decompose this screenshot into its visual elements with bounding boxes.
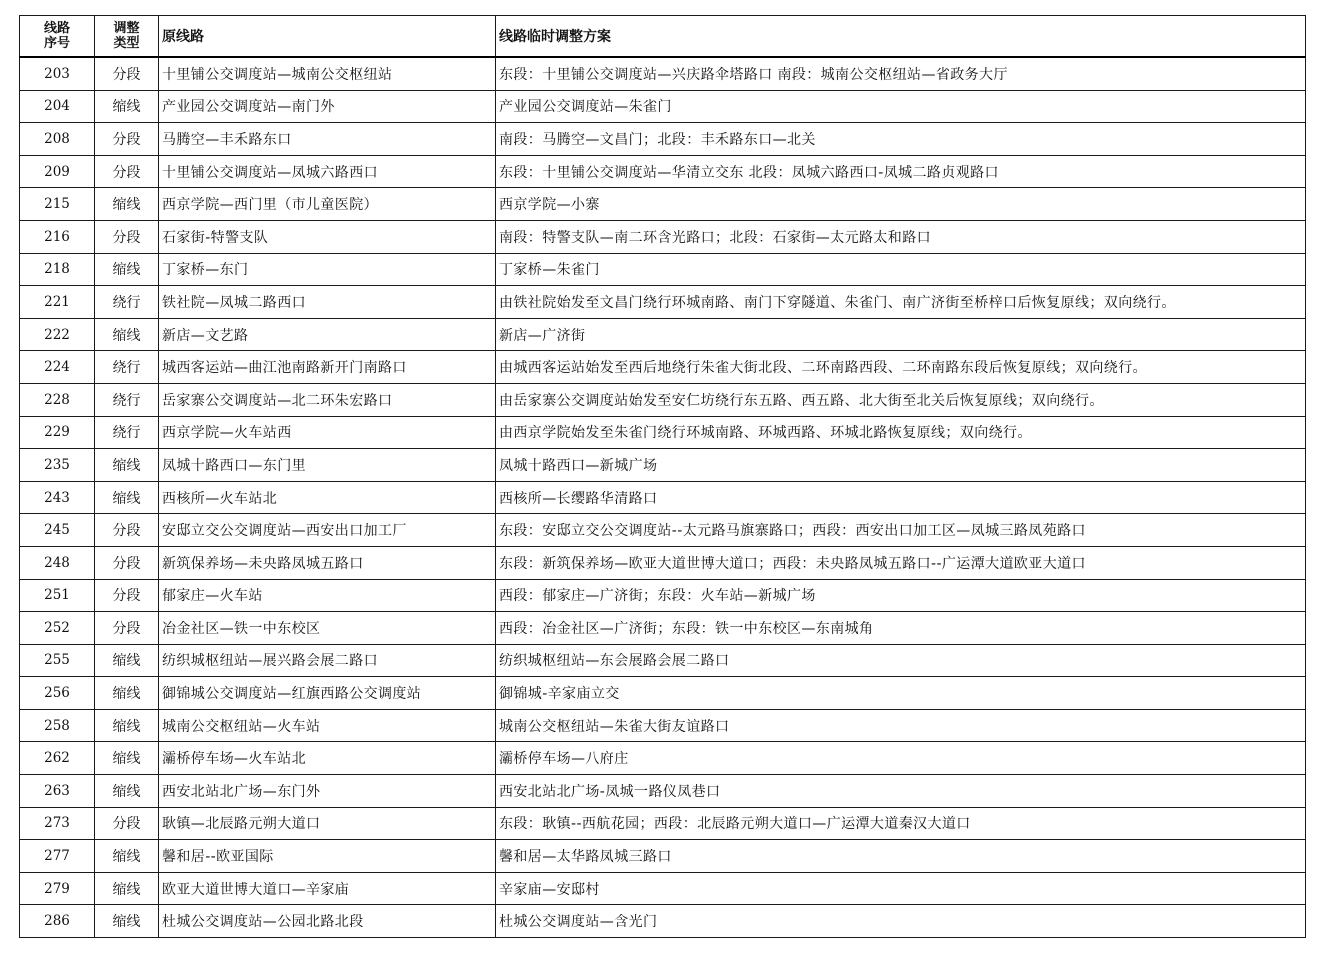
temporary-plan-cell: 纺织城枢纽站—东会展路会展二路口 <box>496 644 1306 677</box>
original-route-cell: 安邸立交公交调度站—西安出口加工厂 <box>159 514 496 547</box>
adjust-type-cell: 分段 <box>95 123 159 156</box>
original-route-cell: 十里铺公交调度站—城南公交枢纽站 <box>159 57 496 90</box>
temporary-plan-cell: 东段：安邸立交公交调度站--太元路马旗寨路口；西段：西安出口加工区—凤城三路凤苑路口 <box>496 514 1306 547</box>
table-row <box>20 872 1306 905</box>
adjust-type-cell: 缩线 <box>95 905 159 938</box>
line-number-cell: 251 <box>20 579 95 612</box>
original-route-cell: 御锦城公交调度站—红旗西路公交调度站 <box>159 677 496 710</box>
line-number-cell: 209 <box>20 155 95 188</box>
original-route-cell: 灞桥停车场—火车站北 <box>159 742 496 775</box>
original-route-cell: 城南公交枢纽站—火车站 <box>159 709 496 742</box>
original-route-cell: 新店—文艺路 <box>159 318 496 351</box>
temporary-plan-cell: 由岳家寨公交调度站始发至安仁坊绕行东五路、西五路、北大街至北关后恢复原线；双向绕行。 <box>496 383 1306 416</box>
line-number-cell: 279 <box>20 872 95 905</box>
table-row <box>20 449 1306 482</box>
temporary-plan-cell: 馨和居—太华路凤城三路口 <box>496 840 1306 873</box>
table-row <box>20 318 1306 351</box>
table-row <box>20 286 1306 319</box>
table-row <box>20 905 1306 938</box>
table-row <box>20 481 1306 514</box>
line-number-cell: 222 <box>20 318 95 351</box>
line-number-cell: 221 <box>20 286 95 319</box>
line-number-cell: 204 <box>20 90 95 123</box>
temporary-plan-cell: 由城西客运站始发至西后地绕行朱雀大街北段、二环南路西段、二环南路东段后恢复原线；双向绕行。 <box>496 351 1306 384</box>
table-row <box>20 677 1306 710</box>
adjust-type-cell: 缩线 <box>95 90 159 123</box>
table-row <box>20 155 1306 188</box>
table-row <box>20 416 1306 449</box>
line-number-cell: 216 <box>20 220 95 253</box>
original-route-cell: 铁社院—凤城二路西口 <box>159 286 496 319</box>
table-header <box>20 16 1306 58</box>
adjust-type-cell: 缩线 <box>95 677 159 710</box>
table-row <box>20 546 1306 579</box>
header-original-route: 原线路 <box>159 16 496 58</box>
line-number-cell: 218 <box>20 253 95 286</box>
temporary-plan-cell: 御锦城-辛家庙立交 <box>496 677 1306 710</box>
line-number-cell: 215 <box>20 188 95 221</box>
adjust-type-cell: 缩线 <box>95 318 159 351</box>
adjust-type-cell: 缩线 <box>95 840 159 873</box>
original-route-cell: 馨和居--欧亚国际 <box>159 840 496 873</box>
line-number-cell: 229 <box>20 416 95 449</box>
adjust-type-cell: 缩线 <box>95 644 159 677</box>
adjust-type-cell: 缩线 <box>95 742 159 775</box>
adjust-type-cell: 缩线 <box>95 775 159 808</box>
line-number-cell: 255 <box>20 644 95 677</box>
table-row <box>20 57 1306 90</box>
adjust-type-cell: 分段 <box>95 514 159 547</box>
header-row <box>20 16 1306 58</box>
line-number-cell: 273 <box>20 807 95 840</box>
table-row <box>20 90 1306 123</box>
temporary-plan-cell: 西段：冶金社区—广济街；东段：铁一中东校区—东南城角 <box>496 612 1306 645</box>
table-row <box>20 807 1306 840</box>
original-route-cell: 十里铺公交调度站—凤城六路西口 <box>159 155 496 188</box>
line-number-cell: 228 <box>20 383 95 416</box>
temporary-plan-cell: 西安北站北广场-凤城一路仪凤巷口 <box>496 775 1306 808</box>
temporary-plan-cell: 西京学院—小寨 <box>496 188 1306 221</box>
temporary-plan-cell: 南段：马腾空—文昌门；北段：丰禾路东口—北关 <box>496 123 1306 156</box>
adjust-type-cell: 分段 <box>95 612 159 645</box>
adjust-type-cell: 绕行 <box>95 351 159 384</box>
adjust-type-cell: 缩线 <box>95 449 159 482</box>
original-route-cell: 岳家寨公交调度站—北二环朱宏路口 <box>159 383 496 416</box>
temporary-plan-cell: 东段：新筑保养场—欧亚大道世博大道口；西段：未央路凤城五路口--广运潭大道欧亚大道口 <box>496 546 1306 579</box>
line-number-cell: 243 <box>20 481 95 514</box>
route-adjustment-table <box>19 15 1306 938</box>
original-route-cell: 欧亚大道世博大道口—辛家庙 <box>159 872 496 905</box>
temporary-plan-cell: 辛家庙—安邸村 <box>496 872 1306 905</box>
temporary-plan-cell: 西段：郁家庄—广济街；东段：火车站—新城广场 <box>496 579 1306 612</box>
table-row <box>20 253 1306 286</box>
temporary-plan-cell: 城南公交枢纽站—朱雀大街友谊路口 <box>496 709 1306 742</box>
original-route-cell: 耿镇—北辰路元朔大道口 <box>159 807 496 840</box>
adjust-type-cell: 缩线 <box>95 188 159 221</box>
temporary-plan-cell: 东段：耿镇--西航花园；西段：北辰路元朔大道口—广运潭大道秦汉大道口 <box>496 807 1306 840</box>
temporary-plan-cell: 西核所—长缨路华清路口 <box>496 481 1306 514</box>
header-line-number-label: 线路序号 <box>43 21 70 51</box>
adjust-type-cell: 分段 <box>95 579 159 612</box>
line-number-cell: 286 <box>20 905 95 938</box>
adjust-type-cell: 绕行 <box>95 416 159 449</box>
table-row <box>20 514 1306 547</box>
line-number-cell: 235 <box>20 449 95 482</box>
table-row <box>20 612 1306 645</box>
temporary-plan-cell: 新店—广济街 <box>496 318 1306 351</box>
adjust-type-cell: 分段 <box>95 807 159 840</box>
table-row <box>20 123 1306 156</box>
temporary-plan-cell: 东段：十里铺公交调度站—华清立交东 北段：凤城六路西口-凤城二路贞观路口 <box>496 155 1306 188</box>
adjust-type-cell: 分段 <box>95 546 159 579</box>
line-number-cell: 262 <box>20 742 95 775</box>
adjust-type-cell: 缩线 <box>95 481 159 514</box>
table-row <box>20 220 1306 253</box>
adjust-type-cell: 分段 <box>95 57 159 90</box>
table-row <box>20 351 1306 384</box>
temporary-plan-cell: 凤城十路西口—新城广场 <box>496 449 1306 482</box>
line-number-cell: 277 <box>20 840 95 873</box>
line-number-cell: 263 <box>20 775 95 808</box>
table-row <box>20 742 1306 775</box>
original-route-cell: 西京学院—西门里（市儿童医院） <box>159 188 496 221</box>
original-route-cell: 冶金社区—铁一中东校区 <box>159 612 496 645</box>
line-number-cell: 258 <box>20 709 95 742</box>
table-row <box>20 775 1306 808</box>
table-row <box>20 840 1306 873</box>
line-number-cell: 248 <box>20 546 95 579</box>
adjust-type-cell: 绕行 <box>95 286 159 319</box>
line-number-cell: 203 <box>20 57 95 90</box>
table-row <box>20 383 1306 416</box>
temporary-plan-cell: 灞桥停车场—八府庄 <box>496 742 1306 775</box>
line-number-cell: 252 <box>20 612 95 645</box>
adjust-type-cell: 分段 <box>95 220 159 253</box>
original-route-cell: 城西客运站—曲江池南路新开门南路口 <box>159 351 496 384</box>
adjust-type-cell: 分段 <box>95 155 159 188</box>
line-number-cell: 256 <box>20 677 95 710</box>
temporary-plan-cell: 杜城公交调度站—含光门 <box>496 905 1306 938</box>
original-route-cell: 马腾空—丰禾路东口 <box>159 123 496 156</box>
table-body <box>20 57 1306 938</box>
temporary-plan-cell: 由西京学院始发至朱雀门绕行环城南路、环城西路、环城北路恢复原线；双向绕行。 <box>496 416 1306 449</box>
temporary-plan-cell: 产业园公交调度站—朱雀门 <box>496 90 1306 123</box>
original-route-cell: 石家街-特警支队 <box>159 220 496 253</box>
table-row <box>20 709 1306 742</box>
temporary-plan-cell: 丁家桥—朱雀门 <box>496 253 1306 286</box>
original-route-cell: 西安北站北广场—东门外 <box>159 775 496 808</box>
original-route-cell: 丁家桥—东门 <box>159 253 496 286</box>
original-route-cell: 纺织城枢纽站—展兴路会展二路口 <box>159 644 496 677</box>
temporary-plan-cell: 南段：特警支队—南二环含光路口；北段：石家街—太元路太和路口 <box>496 220 1306 253</box>
original-route-cell: 西核所—火车站北 <box>159 481 496 514</box>
original-route-cell: 西京学院—火车站西 <box>159 416 496 449</box>
header-line-number <box>20 16 95 58</box>
original-route-cell: 郁家庄—火车站 <box>159 579 496 612</box>
original-route-cell: 产业园公交调度站—南门外 <box>159 90 496 123</box>
adjust-type-cell: 绕行 <box>95 383 159 416</box>
header-adjust-type-label: 调整类型 <box>113 21 140 51</box>
line-number-cell: 208 <box>20 123 95 156</box>
temporary-plan-cell: 由铁社院始发至文昌门绕行环城南路、南门下穿隧道、朱雀门、南广济街至桥梓口后恢复原线；双向绕行。 <box>496 286 1306 319</box>
line-number-cell: 224 <box>20 351 95 384</box>
header-adjust-type <box>95 16 159 58</box>
adjust-type-cell: 缩线 <box>95 872 159 905</box>
temporary-plan-cell: 东段：十里铺公交调度站—兴庆路伞塔路口 南段：城南公交枢纽站—省政务大厅 <box>496 57 1306 90</box>
original-route-cell: 新筑保养场—未央路凤城五路口 <box>159 546 496 579</box>
adjust-type-cell: 缩线 <box>95 709 159 742</box>
table-row <box>20 579 1306 612</box>
line-number-cell: 245 <box>20 514 95 547</box>
original-route-cell: 凤城十路西口—东门里 <box>159 449 496 482</box>
original-route-cell: 杜城公交调度站—公园北路北段 <box>159 905 496 938</box>
header-temporary-plan: 线路临时调整方案 <box>496 16 1306 58</box>
adjust-type-cell: 缩线 <box>95 253 159 286</box>
table-row <box>20 644 1306 677</box>
table-row <box>20 188 1306 221</box>
